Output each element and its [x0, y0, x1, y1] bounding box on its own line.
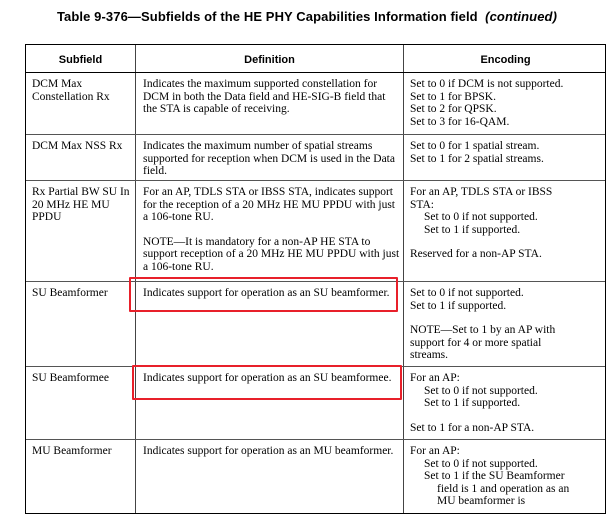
row-5-encoding [410, 372, 538, 434]
text-line: Reserved for a non-AP STA. [410, 248, 542, 260]
text-line: Indicates the maximum supported constellation for [143, 78, 378, 90]
note-line: support reception of a 20 MHz HE MU PPDU with just [143, 248, 400, 260]
text-line: supported for reception when DCM is used in the Data [143, 152, 395, 165]
text-line: Set to 1 if supported. [424, 397, 521, 409]
text-line: the STA is capable of receiving. [143, 103, 290, 115]
row-4-encoding [410, 287, 555, 362]
row-5-subfield [32, 372, 109, 385]
row-rule [26, 180, 605, 181]
text-line: Set to 0 if not supported. [424, 211, 538, 223]
note-line: NOTE—It is mandatory for a non-AP HE STA to [143, 235, 371, 248]
text-line: Set to 0 if not supported. [424, 384, 538, 397]
text-line: Set to 1 if supported. [424, 223, 521, 236]
text-line: Set to 1 for BPSK. [410, 90, 496, 103]
text-line: Indicates support for operation as an SU beamformee. [143, 372, 392, 384]
caption-continued: (continued) [485, 9, 558, 24]
row-1-definition [143, 78, 385, 116]
row-3-definition [143, 186, 399, 273]
highlight-su-beamformee [132, 365, 402, 400]
row-6-subfield [32, 445, 112, 458]
text-line: Rx Partial BW SU In [32, 186, 130, 198]
text-line: Set to 2 for QPSK. [410, 103, 497, 115]
text-line: For an AP, TDLS STA or IBSS [410, 186, 553, 198]
text-line: Constellation Rx [32, 90, 110, 103]
row-6-definition [143, 445, 393, 458]
row-2-subfield [32, 140, 122, 153]
column-divider [403, 45, 404, 513]
text-line: Indicates support for operation as an SU beamformer. [143, 287, 390, 299]
text-line: Set to 0 if not supported. [424, 457, 538, 470]
note-line: a 106-tone RU. [143, 260, 214, 273]
text-line: Set to 1 for 2 spatial streams. [410, 152, 544, 165]
header-rule [26, 72, 605, 73]
text-line: Indicates support for operation as an MU beamformer. [143, 445, 394, 457]
header-definition: Definition [244, 54, 295, 66]
row-rule [26, 134, 605, 135]
text-line: Indicates the maximum number of spatial streams [143, 140, 373, 152]
text-line: SU Beamformer [32, 287, 108, 299]
row-1-encoding [410, 78, 563, 128]
text-line: For an AP: [410, 445, 460, 457]
header-encoding: Encoding [480, 54, 531, 66]
text-line: For an AP, TDLS STA or IBSS STA, indicates support [143, 186, 394, 198]
row-1-subfield [32, 78, 110, 103]
text-line: SU Beamformee [32, 372, 109, 384]
text-line: DCM Max [32, 78, 83, 90]
text-line: DCM Max NSS Rx [32, 140, 123, 152]
row-4-subfield [32, 287, 108, 300]
note-line: streams. [410, 349, 449, 361]
row-6-encoding [410, 445, 569, 508]
text-line: Set to 3 for 16-QAM. [410, 115, 510, 128]
text-line: Set to 1 if the SU Beamformer [424, 470, 565, 482]
text-line: Set to 0 if not supported. [410, 287, 524, 299]
row-2-encoding [410, 140, 544, 165]
text-line: MU Beamformer [32, 445, 112, 457]
text-line: for the reception of a 20 MHz HE MU PPDU with just [143, 198, 396, 211]
text-line: For an AP: [410, 372, 460, 384]
table-caption [0, 9, 614, 24]
note-line: NOTE—Set to 1 by an AP with [410, 324, 556, 336]
text-line: 20 MHz HE MU [32, 198, 110, 211]
text-line: STA: [410, 198, 434, 211]
text-line: Set to 1 for a non-AP STA. [410, 421, 535, 434]
text-line: field is 1 and operation as an [437, 482, 570, 495]
row-rule [26, 439, 605, 440]
row-3-encoding [410, 186, 552, 261]
text-line: field. [143, 165, 167, 177]
caption-title: Table 9-376—Subfields of the HE PHY Capabilities Information field [56, 9, 478, 24]
text-line: DCM in both the Data field and HE-SIG-B field that [143, 90, 386, 103]
text-line: PPDU [32, 211, 62, 223]
text-line: Set to 0 if DCM is not supported. [410, 78, 564, 90]
text-line: a 106-tone RU. [143, 211, 214, 223]
header-subfield: Subfield [58, 54, 103, 66]
text-line: MU beamformer is [437, 495, 526, 507]
row-3-subfield [32, 186, 130, 224]
highlight-su-beamformer [129, 277, 398, 312]
row-2-definition [143, 140, 395, 178]
note-line: support for 4 or more spatial [410, 336, 542, 349]
text-line: Set to 0 for 1 spatial stream. [410, 140, 540, 152]
text-line: Set to 1 if supported. [410, 299, 507, 312]
